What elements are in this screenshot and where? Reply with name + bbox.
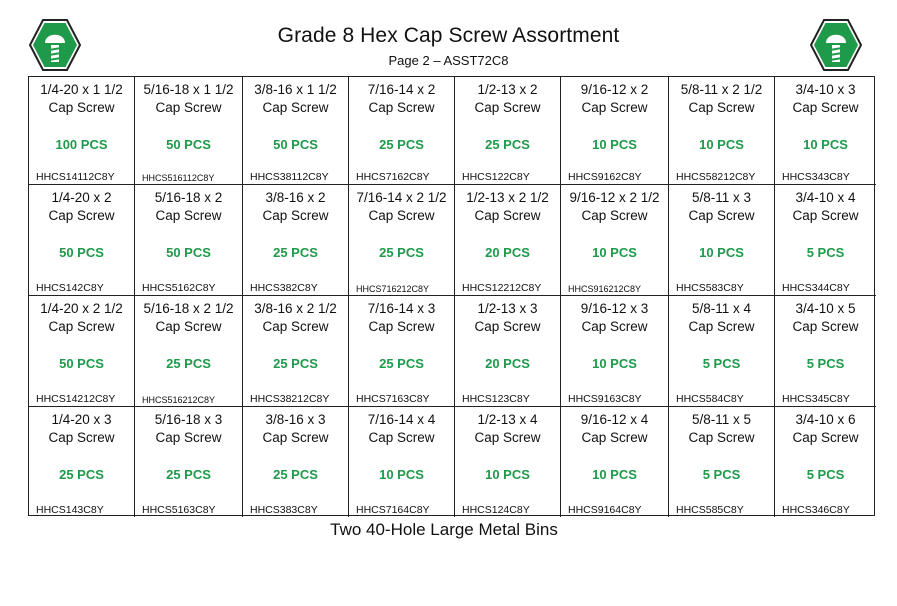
bin-size-label: 3/4-10 x 5 [795, 301, 856, 316]
bin-type-label: Cap Screw [48, 208, 115, 223]
bin-cell [561, 185, 669, 296]
bin-part-number: HHCS38212C8Y [250, 393, 330, 405]
bin-size-label: 1/4-20 x 2 [51, 190, 112, 205]
bin-type-label: Cap Screw [581, 208, 648, 223]
bin-type-label: Cap Screw [474, 100, 541, 115]
bin-part-number: HHCS516212C8Y [142, 395, 216, 405]
bin-cell [561, 296, 669, 407]
bin-part-number: HHCS916212C8Y [568, 284, 642, 294]
bin-cell [775, 296, 876, 407]
bin-cell [243, 407, 349, 517]
bin-part-number: HHCS583C8Y [676, 282, 744, 294]
bin-part-number: HHCS7164C8Y [356, 504, 430, 516]
bin-type-label: Cap Screw [48, 319, 115, 334]
bin-quantity: 5 PCS [702, 356, 741, 371]
bin-part-number: HHCS346C8Y [782, 504, 850, 516]
bin-cell [669, 185, 775, 296]
bin-size-label: 1/2-13 x 2 1/2 [466, 190, 549, 205]
bin-quantity: 20 PCS [485, 245, 530, 260]
bin-cell [29, 77, 135, 185]
bin-part-number: HHCS124C8Y [462, 504, 530, 516]
bin-type-label: Cap Screw [155, 208, 222, 223]
bin-part-number: HHCS38112C8Y [250, 171, 329, 183]
bin-size-label: 5/16-18 x 2 1/2 [143, 301, 234, 316]
bin-part-number: HHCS345C8Y [782, 393, 850, 405]
bin-type-label: Cap Screw [474, 319, 541, 334]
bin-quantity: 50 PCS [166, 245, 211, 260]
bin-cell [29, 407, 135, 517]
bin-part-number: HHCS382C8Y [250, 282, 318, 294]
bin-size-label: 9/16-12 x 4 [580, 412, 649, 427]
bin-size-label: 9/16-12 x 2 [580, 82, 649, 97]
bin-part-number: HHCS584C8Y [676, 393, 744, 405]
bin-cell [29, 296, 135, 407]
bin-part-number: HHCS143C8Y [36, 504, 104, 516]
bin-cell [455, 185, 561, 296]
bin-cell [135, 296, 243, 407]
bin-quantity: 100 PCS [55, 137, 108, 152]
bin-quantity: 5 PCS [806, 467, 845, 482]
bin-type-label: Cap Screw [262, 100, 329, 115]
bin-part-number: HHCS383C8Y [250, 504, 318, 516]
bin-part-number: HHCS5163C8Y [142, 504, 216, 516]
bin-part-number: HHCS14112C8Y [36, 171, 115, 183]
bin-size-label: 7/16-14 x 2 [367, 82, 436, 97]
bin-cell [669, 296, 775, 407]
bin-size-label: 3/8-16 x 2 [265, 190, 326, 205]
bin-quantity: 25 PCS [379, 245, 424, 260]
bin-quantity: 10 PCS [592, 467, 637, 482]
bin-quantity: 10 PCS [803, 137, 848, 152]
bin-part-number: HHCS7163C8Y [356, 393, 430, 405]
bin-cell [669, 77, 775, 185]
bin-size-label: 1/2-13 x 2 [477, 82, 538, 97]
bin-size-label: 1/4-20 x 3 [51, 412, 112, 427]
bin-part-number: HHCS516112C8Y [142, 173, 215, 183]
bin-cell [455, 77, 561, 185]
bin-quantity: 10 PCS [592, 245, 637, 260]
bin-part-number: HHCS122C8Y [462, 171, 530, 183]
bin-size-label: 1/4-20 x 1 1/2 [40, 82, 123, 97]
bin-size-label: 5/8-11 x 5 [691, 412, 752, 427]
bin-size-label: 3/4-10 x 6 [795, 412, 856, 427]
bin-size-label: 9/16-12 x 2 1/2 [569, 190, 660, 205]
bin-size-label: 3/8-16 x 2 1/2 [254, 301, 337, 316]
bin-quantity: 50 PCS [273, 137, 318, 152]
bin-cell [135, 185, 243, 296]
bin-cell [775, 407, 876, 517]
bin-quantity: 20 PCS [485, 356, 530, 371]
bin-size-label: 3/4-10 x 4 [795, 190, 856, 205]
bin-cell [349, 407, 455, 517]
bin-cell [455, 296, 561, 407]
bin-type-label: Cap Screw [792, 319, 859, 334]
bin-quantity: 25 PCS [59, 467, 104, 482]
bin-part-number: HHCS9164C8Y [568, 504, 642, 516]
bin-part-number: HHCS142C8Y [36, 282, 104, 294]
bin-type-label: Cap Screw [368, 100, 435, 115]
footer-note: Two 40-Hole Large Metal Bins [330, 520, 558, 539]
bin-type-label: Cap Screw [474, 208, 541, 223]
bin-type-label: Cap Screw [792, 100, 859, 115]
bin-cell [669, 407, 775, 517]
bin-quantity: 25 PCS [273, 245, 318, 260]
page-title: Grade 8 Hex Cap Screw Assortment [277, 24, 620, 47]
bin-type-label: Cap Screw [581, 100, 648, 115]
bin-cell [135, 77, 243, 185]
bin-type-label: Cap Screw [48, 100, 115, 115]
bin-part-number: HHCS12212C8Y [462, 282, 542, 294]
bin-size-label: 9/16-12 x 3 [580, 301, 649, 316]
bin-quantity: 10 PCS [592, 356, 637, 371]
bin-quantity: 5 PCS [806, 356, 845, 371]
bin-size-label: 3/8-16 x 1 1/2 [254, 82, 337, 97]
bin-quantity: 10 PCS [592, 137, 637, 152]
bin-quantity: 5 PCS [806, 245, 845, 260]
bin-part-number: HHCS585C8Y [676, 504, 744, 516]
bin-size-label: 7/16-14 x 3 [367, 301, 436, 316]
bin-cell [29, 185, 135, 296]
bin-size-label: 7/16-14 x 2 1/2 [356, 190, 447, 205]
bin-part-number: HHCS343C8Y [782, 171, 850, 183]
bin-quantity: 25 PCS [166, 467, 211, 482]
bin-quantity: 5 PCS [702, 467, 741, 482]
bin-part-number: HHCS716212C8Y [356, 284, 430, 294]
bin-type-label: Cap Screw [155, 319, 222, 334]
bin-type-label: Cap Screw [155, 100, 222, 115]
bin-size-label: 5/8-11 x 3 [691, 190, 752, 205]
bin-part-number: HHCS58212C8Y [676, 171, 756, 183]
bin-size-label: 5/16-18 x 3 [154, 412, 223, 427]
bin-size-label: 5/16-18 x 2 [154, 190, 223, 205]
bin-type-label: Cap Screw [368, 319, 435, 334]
bin-cell [455, 407, 561, 517]
bin-size-label: 5/8-11 x 2 1/2 [680, 82, 763, 97]
bin-quantity: 25 PCS [273, 467, 318, 482]
bin-quantity: 25 PCS [379, 356, 424, 371]
bin-quantity: 10 PCS [485, 467, 530, 482]
bin-type-label: Cap Screw [792, 430, 859, 445]
bin-quantity: 50 PCS [59, 356, 104, 371]
bin-type-label: Cap Screw [688, 100, 755, 115]
bin-type-label: Cap Screw [155, 430, 222, 445]
bin-size-label: 3/8-16 x 3 [265, 412, 326, 427]
bin-cell [243, 77, 349, 185]
bin-type-label: Cap Screw [792, 208, 859, 223]
bin-size-label: 1/2-13 x 4 [477, 412, 538, 427]
bin-type-label: Cap Screw [262, 208, 329, 223]
bin-cell [561, 407, 669, 517]
bin-type-label: Cap Screw [688, 208, 755, 223]
bin-cell [349, 296, 455, 407]
bin-cell [775, 77, 876, 185]
bin-part-number: HHCS5162C8Y [142, 282, 216, 294]
bin-type-label: Cap Screw [581, 430, 648, 445]
bin-cell [243, 185, 349, 296]
bin-quantity: 25 PCS [166, 356, 211, 371]
bin-type-label: Cap Screw [368, 208, 435, 223]
page-subtitle: Page 2 – ASST72C8 [388, 53, 509, 68]
bin-quantity: 10 PCS [699, 245, 744, 260]
bin-cell [561, 77, 669, 185]
bin-quantity: 50 PCS [59, 245, 104, 260]
bin-size-label: 3/4-10 x 3 [795, 82, 856, 97]
bin-quantity: 10 PCS [699, 137, 744, 152]
bin-type-label: Cap Screw [48, 430, 115, 445]
bin-type-label: Cap Screw [262, 319, 329, 334]
bin-size-label: 7/16-14 x 4 [367, 412, 436, 427]
bin-type-label: Cap Screw [688, 319, 755, 334]
bin-size-label: 1/4-20 x 2 1/2 [40, 301, 123, 316]
bin-size-label: 5/16-18 x 1 1/2 [143, 82, 234, 97]
bin-cell [775, 185, 876, 296]
bin-type-label: Cap Screw [581, 319, 648, 334]
bin-size-label: 1/2-13 x 3 [477, 301, 538, 316]
bin-size-label: 5/8-11 x 4 [691, 301, 752, 316]
bin-part-number: HHCS7162C8Y [356, 171, 430, 183]
bin-part-number: HHCS9162C8Y [568, 171, 642, 183]
bin-cell [349, 185, 455, 296]
bin-type-label: Cap Screw [474, 430, 541, 445]
bin-quantity: 25 PCS [273, 356, 318, 371]
bin-quantity: 10 PCS [379, 467, 424, 482]
assortment-grid [28, 76, 875, 516]
bin-part-number: HHCS14212C8Y [36, 393, 116, 405]
bin-part-number: HHCS123C8Y [462, 393, 530, 405]
bin-quantity: 50 PCS [166, 137, 211, 152]
bin-part-number: HHCS344C8Y [782, 282, 850, 294]
bin-type-label: Cap Screw [262, 430, 329, 445]
bin-part-number: HHCS9163C8Y [568, 393, 642, 405]
bin-cell [135, 407, 243, 517]
bin-type-label: Cap Screw [688, 430, 755, 445]
bin-quantity: 25 PCS [379, 137, 424, 152]
bin-quantity: 25 PCS [485, 137, 530, 152]
bin-cell [243, 296, 349, 407]
bin-cell [349, 77, 455, 185]
bin-type-label: Cap Screw [368, 430, 435, 445]
